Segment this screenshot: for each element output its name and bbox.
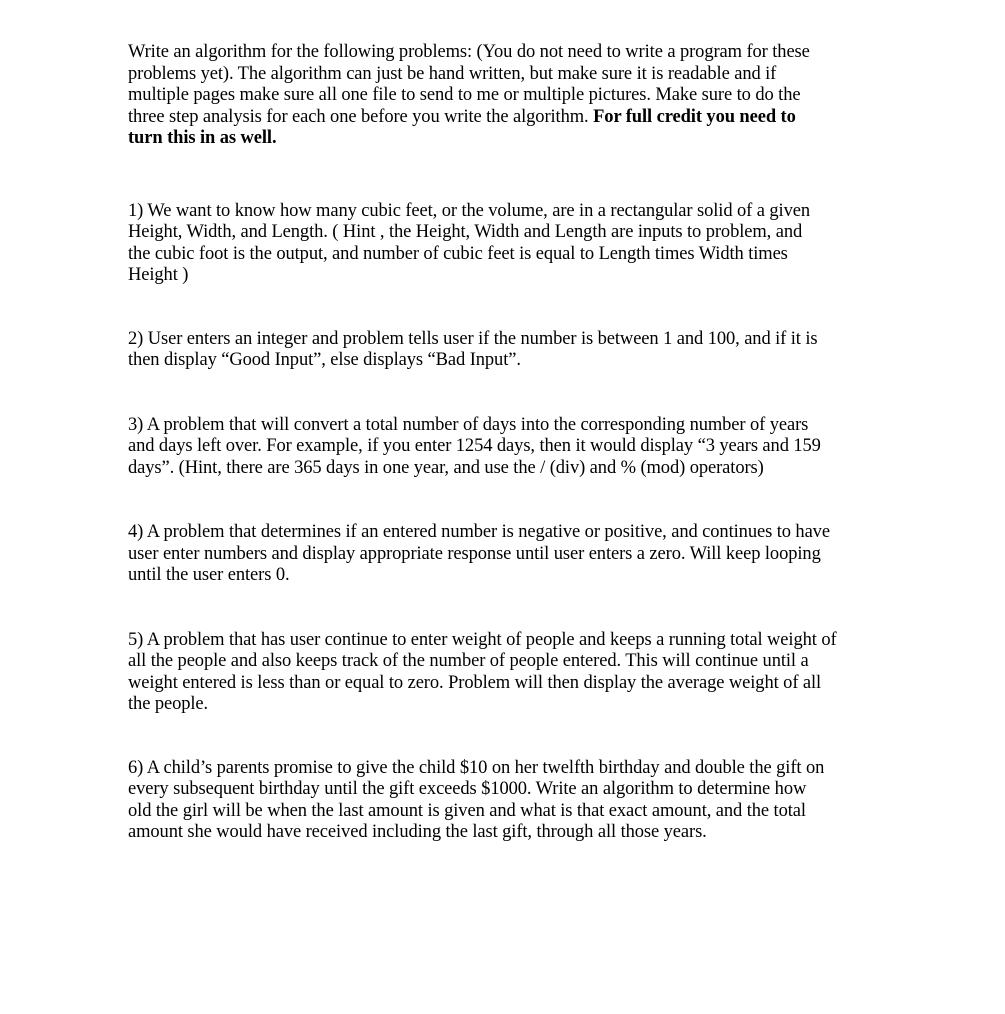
intro-text: Write an algorithm for the following problems: (You do not need to write a program for these problems yet). The algorithm can just be hand written, but make sure it is readable and if multiple pages make sure all one file to send to me or multiple pictures. Make sure to do the three step analysis for each one before you write the algorithm. [128,42,810,127]
problem-3: 3) A problem that will convert a total number of days into the corresponding number of years and days left over. For example, if you enter 1254 days, then it would display “3 years and 159 days”. (Hint, there are 365 days in one year, and use the / (div) and % (mod) operators) [128,414,821,478]
problem-5: 5) A problem that has user continue to enter weight of people and keeps a running total weight of all the people and also keeps track of the number of people entered. This will continue until a weight entered is less than or equal to zero. Problem will then display the average weight of all the people. [128,629,837,714]
intro-bold-text: For full credit you need to turn this in as well. [128,106,796,148]
problem-4: 4) A problem that determines if an entered number is negative or positive, and continues to have user enter numbers and display appropriate response until user enters a zero. Will keep looping until the user enters 0. [128,522,830,585]
document-page [128,42,968,844]
intro-paragraph [128,42,968,150]
problem-6: 6) A child’s parents promise to give the child $10 on her twelfth birthday and double the gift on every subsequent birthday until the gift exceeds $1000. Write an algorithm to determine how old the girl will be when the last amount is given and what is that exact amount, and the total amount she would have received including the last gift, through all those years. [128,757,825,842]
problem-2: 2) User enters an integer and problem tells user if the number is between 1 and 100, and if it is then display “Good Input”, else displays “Bad Input”. [128,328,818,370]
problem-1: 1) We want to know how many cubic feet, or the volume, are in a rectangular solid of a given Height, Width, and Length. ( Hint , the Height, Width and Length are inputs to problem, and the cubic foot is the output, and number of cubic feet is equal to Length times Width times Height ) [128,200,810,285]
